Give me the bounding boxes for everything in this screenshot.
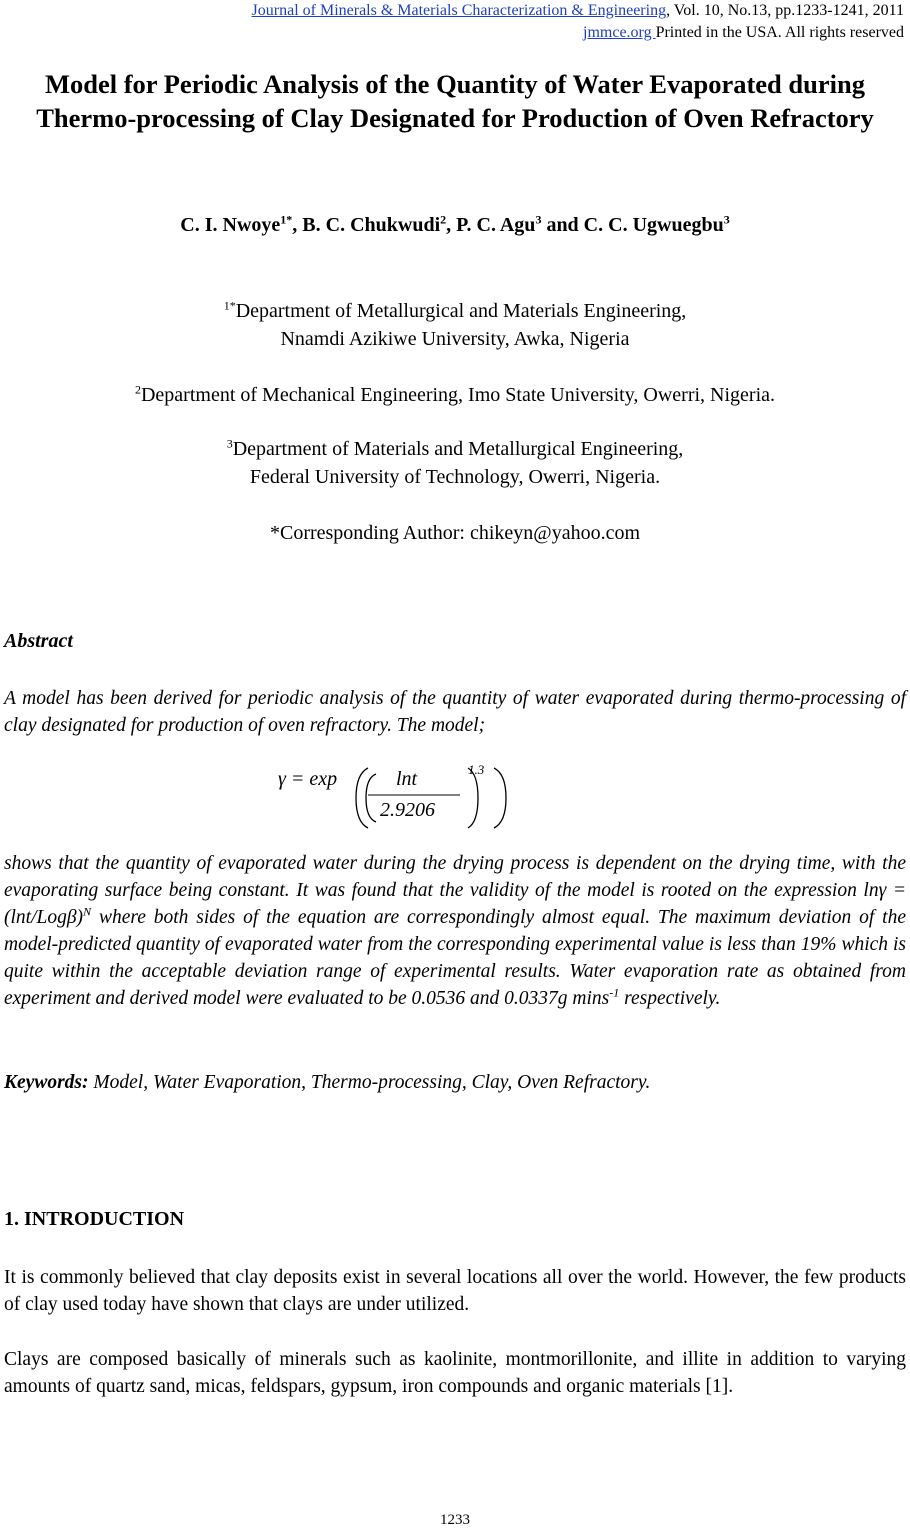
- equation-exponent: 1.3: [468, 762, 485, 777]
- abstract-paragraph-1: A model has been derived for periodic analysis of the quantity of water evaporated during thermo-processing of clay designated for production of oven refractory. The model;: [4, 688, 906, 736]
- model-equation: [278, 764, 528, 834]
- site-link[interactable]: jmmce.org: [583, 24, 656, 41]
- paper-title: [0, 67, 910, 135]
- author-3: , P. C. Agu: [446, 214, 536, 236]
- abstract-paragraph-2: [4, 850, 906, 1012]
- author-4: and C. C. Ugwuegbu: [541, 214, 724, 236]
- corresponding-author: *Corresponding Author: chikeyn@yahoo.com: [269, 522, 641, 544]
- author-1: C. I. Nwoye: [180, 214, 281, 236]
- abstract-para2-b: where both sides of the equation are correspondingly almost equal. The maximum deviation of the model-predicted quantity of evaporated water from the corresponding experimental value is less than 19% which is quite within the acceptable deviation range of experimental results. Water evaporation rate as obtained from experiment and derived model were evaluated to be 0.0536 and 0.0337g mins: [4, 907, 906, 1009]
- affiliation-1-line-1: Department of Metallurgical and Materials Engineering,: [235, 300, 687, 322]
- author-list: [0, 214, 910, 237]
- keywords-text: Model, Water Evaporation, Thermo-processing, Clay, Oven Refractory.: [88, 1072, 651, 1093]
- keywords-label: Keywords:: [4, 1072, 89, 1093]
- abstract-para2-a: shows that the quantity of evaporated water during the drying process is dependent on the drying time, with the evaporating surface being constant. It was found that the validity of the model is rooted on the expression lnγ = (lnt/Logβ): [4, 853, 906, 928]
- author-1-sup: 1*: [280, 212, 293, 227]
- keywords: [4, 1069, 906, 1096]
- affiliation-2-text: Department of Mechanical Engineering, Imo State University, Owerri, Nigeria.: [140, 384, 776, 406]
- title-line-1: Model for Periodic Analysis of the Quantity of Water Evaporated during: [44, 69, 866, 99]
- affiliation-1-line-2: Nnamdi Azikiwe University, Awka, Nigeria: [280, 328, 630, 350]
- equation-denominator: 2.9206: [380, 799, 435, 821]
- affiliation-3-line-2: Federal University of Technology, Owerri, Nigeria.: [249, 466, 661, 488]
- author-3-sup: 3: [535, 212, 542, 227]
- page-number: 1233: [440, 1512, 470, 1528]
- rights-text: Printed in the USA. All rights reserved: [655, 24, 904, 41]
- affiliation-3-sup: 3: [226, 436, 233, 451]
- author-2: , B. C. Chukwudi: [292, 214, 441, 236]
- affiliation-1: [0, 297, 910, 353]
- author-2-sup: 2: [440, 212, 447, 227]
- title-line-2: Thermo-processing of Clay Designated for Production of Oven Refractory: [36, 103, 874, 133]
- journal-link[interactable]: Journal of Minerals & Materials Characterization & Engineering: [251, 2, 667, 19]
- abstract-para2-c: respectively.: [619, 988, 721, 1009]
- abstract-sup-n: N: [83, 904, 92, 919]
- affiliation-3-line-1: Department of Materials and Metallurgical Engineering,: [232, 438, 684, 460]
- introduction-paragraph-1: It is commonly believed that clay deposits exist in several locations all over the world. However, the few products of clay used today have shown that clays are under utilized.: [4, 1267, 906, 1315]
- affiliation-3: [0, 435, 910, 491]
- abstract-heading: Abstract: [4, 630, 73, 652]
- abstract-sup-unit: -1: [609, 985, 620, 1000]
- author-4-sup: 3: [723, 212, 730, 227]
- affiliation-2-sup: 2: [134, 382, 141, 397]
- affiliation-2: [0, 381, 910, 409]
- introduction-paragraph-2: Clays are composed basically of minerals such as kaolinite, montmorillonite, and illite in addition to varying amounts of quartz sand, micas, feldspars, gypsum, iron compounds and organic materials [1].: [4, 1349, 906, 1397]
- equation-numerator: lnt: [396, 768, 418, 790]
- journal-header: [252, 0, 904, 44]
- affiliation-1-sup: 1*: [223, 298, 236, 313]
- journal-citation: , Vol. 10, No.13, pp.1233-1241, 2011: [666, 2, 904, 19]
- introduction-heading: 1. INTRODUCTION: [4, 1208, 185, 1230]
- equation-lhs: γ = exp: [278, 768, 338, 790]
